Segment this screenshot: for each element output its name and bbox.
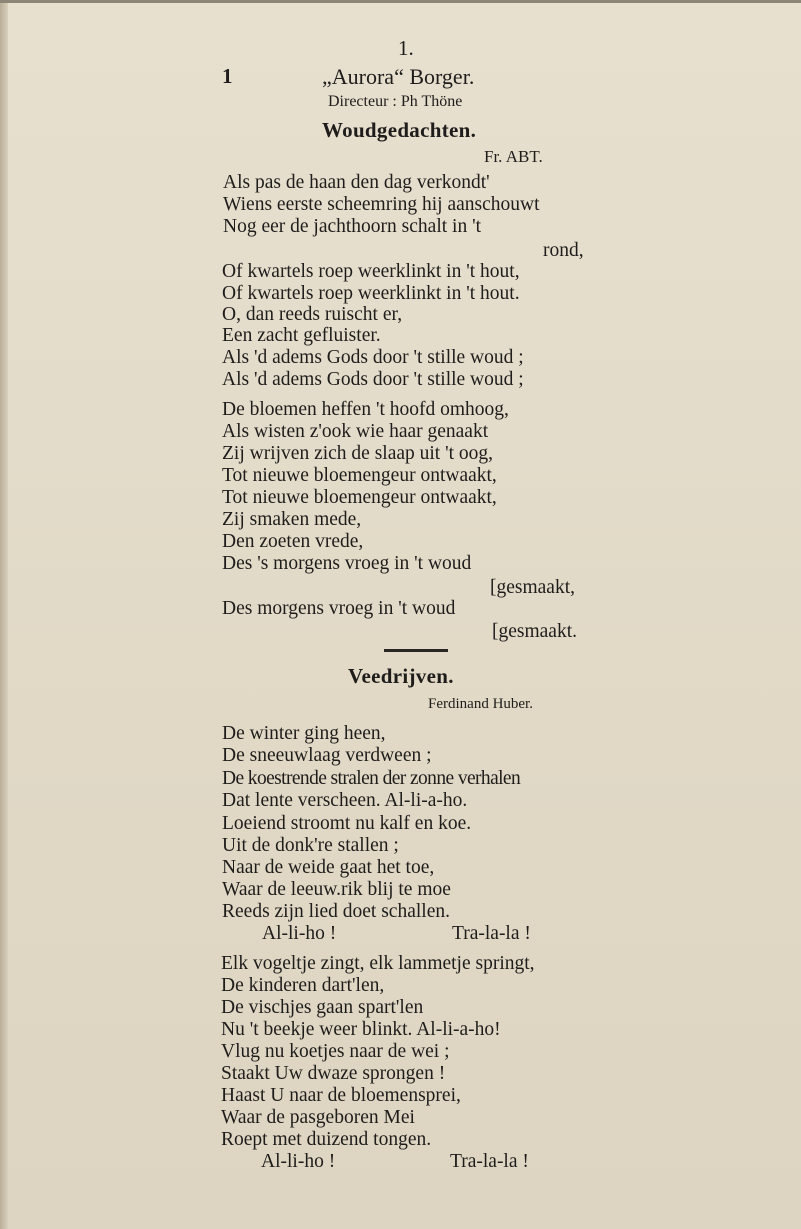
verse-line: Loeiend stroomt nu kalf en koe. [222, 813, 472, 834]
verse-line: Haast U naar de bloemensprei, [221, 1085, 461, 1106]
verse-line: [gesmaakt. [492, 621, 578, 642]
verse-line: [gesmaakt, [490, 577, 576, 598]
verse-line: Waar de pasgeboren Mei [221, 1107, 415, 1128]
verse-line: Of kwartels roep weerklinkt in 't hout, [222, 261, 520, 282]
director: Directeur : Ph Thöne [328, 93, 463, 110]
verse-line: Den zoeten vrede, [222, 531, 364, 552]
verse-line: rond, [543, 240, 584, 261]
verse-line: Of kwartels roep weerklinkt in 't hout. [222, 283, 520, 304]
verse-line: Al-li-ho ! [261, 1151, 336, 1172]
verse-line: Een zacht gefluister. [222, 325, 381, 346]
song-title-woudgedachten: Woudgedachten. [322, 118, 477, 142]
choir-name: „Aurora“ Borger. [322, 64, 475, 89]
verse-line: Zij smaken mede, [222, 509, 362, 530]
verse-line: De vischjes gaan spart'len [221, 997, 424, 1018]
page-top-edge [0, 0, 801, 3]
verse-line: Des morgens vroeg in 't woud [222, 598, 456, 619]
song-composer-woudgedachten: Fr. ABT. [484, 147, 543, 166]
page-left-edge [0, 0, 8, 1229]
verse-line: Als wisten z'ook wie haar genaakt [222, 421, 489, 442]
verse-line: Naar de weide gaat het toe, [222, 857, 435, 878]
page-number: 1. [398, 36, 414, 60]
verse-line: Waar de leeuw.rik blij te moe [222, 879, 451, 900]
verse-line: Zij wrijven zich de slaap uit 't oog, [222, 443, 494, 464]
verse-line: Als 'd adems Gods door 't stille woud ; [222, 369, 524, 390]
verse-line: De koestrende stralen der zonne verhalen [222, 768, 521, 789]
verse-line: Tot nieuwe bloemengeur ontwaakt, [222, 487, 497, 508]
verse-line: Uit de donk're stallen ; [222, 835, 399, 856]
verse-line: Tra-la-la ! [452, 923, 531, 944]
verse-line: Des 's morgens vroeg in 't woud [222, 553, 472, 574]
verse-line: De kinderen dart'len, [221, 975, 385, 996]
verse-line: Tot nieuwe bloemengeur ontwaakt, [222, 465, 497, 486]
verse-line: Nu 't beekje weer blinkt. Al-li-a-ho! [221, 1019, 501, 1040]
verse-line: Dat lente verscheen. Al-li-a-ho. [222, 790, 468, 811]
verse-line: Reeds zijn lied doet schallen. [222, 901, 450, 922]
section-divider [384, 649, 448, 652]
verse-line: Als 'd adems Gods door 't stille woud ; [222, 347, 524, 368]
verse-line: Roept met duizend tongen. [221, 1129, 432, 1150]
song-title-veedrijven: Veedrijven. [348, 664, 454, 688]
verse-line: De sneeuwlaag verdween ; [222, 745, 432, 766]
song-composer-veedrijven: Ferdinand Huber. [428, 696, 533, 712]
item-number: 1 [222, 64, 233, 88]
verse-line: Wiens eerste scheemring hij aanschouwt [223, 194, 540, 215]
verse-line: Elk vogeltje zingt, elk lammetje springt, [221, 953, 535, 974]
verse-line: Nog eer de jachthoorn schalt in 't [223, 216, 482, 237]
verse-line: Staakt Uw dwaze sprongen ! [221, 1063, 446, 1084]
verse-line: De winter ging heen, [222, 723, 386, 744]
verse-line: Al-li-ho ! [262, 923, 337, 944]
verse-line: De bloemen heffen 't hoofd omhoog, [222, 399, 509, 420]
verse-line: Vlug nu koetjes naar de wei ; [221, 1041, 450, 1062]
verse-line: O, dan reeds ruischt er, [222, 304, 403, 325]
verse-line: Tra-la-la ! [450, 1151, 529, 1172]
verse-line: Als pas de haan den dag verkondt' [223, 172, 490, 193]
